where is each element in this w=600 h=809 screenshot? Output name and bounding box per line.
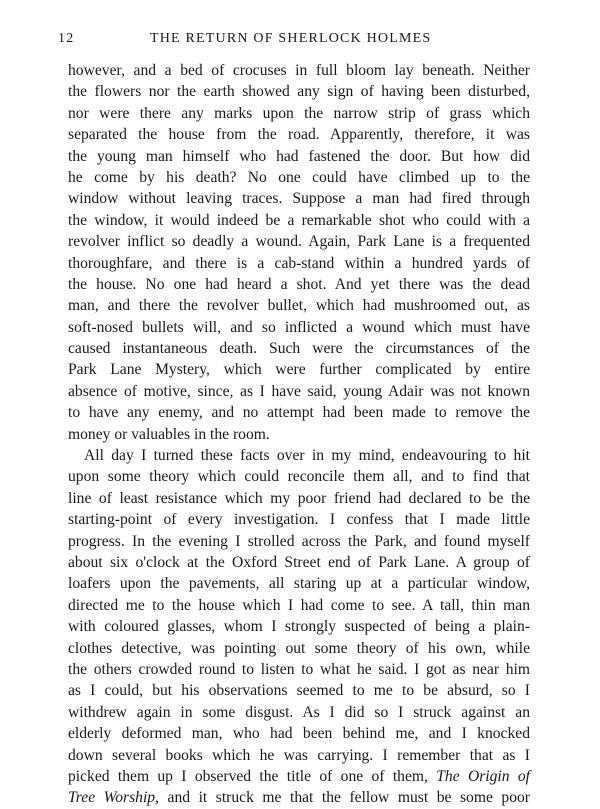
text-line: soft-nosed bullets will, and so inflicted a wound which must have bbox=[68, 318, 530, 336]
text-line: nor were there any marks upon the narrow strip of grass which bbox=[68, 104, 530, 122]
text-line: withdrew again in some disgust. As I did so I struck against an bbox=[68, 703, 530, 721]
text-line: the young man himself who had fastened the door. But how did bbox=[68, 147, 530, 165]
text-line: money or valuables in the room. bbox=[68, 425, 270, 443]
text-line: the flowers nor the earth showed any sign of having been disturbed, bbox=[68, 83, 530, 101]
text-line: caused instantaneous death. Such were the circumstances of the bbox=[68, 340, 530, 358]
text-line: All day I turned these facts over in my mind, endeavouring to hit bbox=[84, 447, 530, 465]
text-line: Park Lane Mystery, which were further complicated by entire bbox=[68, 361, 530, 379]
text-line bbox=[68, 766, 530, 787]
text-line: progress. In the evening I strolled across the Park, and found myself bbox=[68, 532, 530, 550]
text-line: the house. No one had heard a shot. And yet there was the dead bbox=[68, 275, 530, 293]
text-line: with coloured glasses, whom I strongly suspected of being a plain- bbox=[68, 618, 530, 636]
text-line: starting-point of every investigation. I confess that I made little bbox=[68, 511, 530, 529]
text-line: he come by his death? No one could have climbed up to the bbox=[68, 168, 530, 186]
text-line: down several books which he was carrying. I remember that as I bbox=[68, 746, 530, 764]
paragraph bbox=[68, 60, 530, 445]
book-title-italic: The Origin of bbox=[436, 767, 530, 785]
text-line: line of least resistance which my poor friend had declared to be the bbox=[68, 489, 530, 507]
text-line bbox=[68, 787, 530, 808]
text-line: loafers upon the pavements, all staring up at a particular window, bbox=[68, 575, 530, 593]
text-line: as I could, but his observations seemed to me to be absurd, so I bbox=[68, 682, 530, 700]
text-line: absence of motive, since, as I have said, young Adair was not known bbox=[68, 382, 530, 400]
text-line: about six o'clock at the Oxford Street end of Park Lane. A group of bbox=[68, 553, 530, 571]
text-line: elderly deformed man, who had been behind me, and I knocked bbox=[68, 725, 530, 743]
text-line: window without leaving traces. Suppose a man had fired through bbox=[68, 190, 530, 208]
text-line: separated the house from the road. Apparently, therefore, it was bbox=[68, 126, 530, 144]
text-line: however, and a bed of crocuses in full bloom lay beneath. Neither bbox=[68, 62, 530, 79]
text-line: the others crowded round to listen to what he said. I got as near him bbox=[68, 660, 530, 678]
paragraph bbox=[68, 445, 530, 809]
body-text bbox=[68, 60, 530, 809]
text-line: revolver inflict so deadly a wound. Again, Park Lane is a frequented bbox=[68, 233, 530, 251]
page-number: 12 bbox=[58, 31, 75, 46]
text-line: upon some theory which could reconcile them all, and to find that bbox=[68, 468, 530, 486]
text-line: the window, it would indeed be a remarkable shot who could with a bbox=[68, 211, 530, 229]
book-title-italic: Tree Worship bbox=[68, 789, 156, 807]
running-head-title: THE RETURN OF SHERLOCK HOLMES bbox=[150, 31, 432, 46]
text-line: to have any enemy, and no attempt had been made to remove the bbox=[68, 404, 530, 422]
text-line: clothes detective, was pointing out some theory of his own, while bbox=[68, 639, 530, 657]
text-line: directed me to the house which I had come to see. A tall, thin man bbox=[68, 596, 530, 614]
running-head bbox=[58, 31, 548, 51]
text-line: man, and there the revolver bullet, which had mushroomed out, as bbox=[68, 297, 530, 315]
text-line: thoroughfare, and there is a cab-stand within a hundred yards of bbox=[68, 254, 530, 272]
text-run: picked them up I observed the title of one of them, bbox=[68, 767, 437, 785]
text-run: , and it struck me that the fellow must be some poor bbox=[155, 789, 530, 807]
